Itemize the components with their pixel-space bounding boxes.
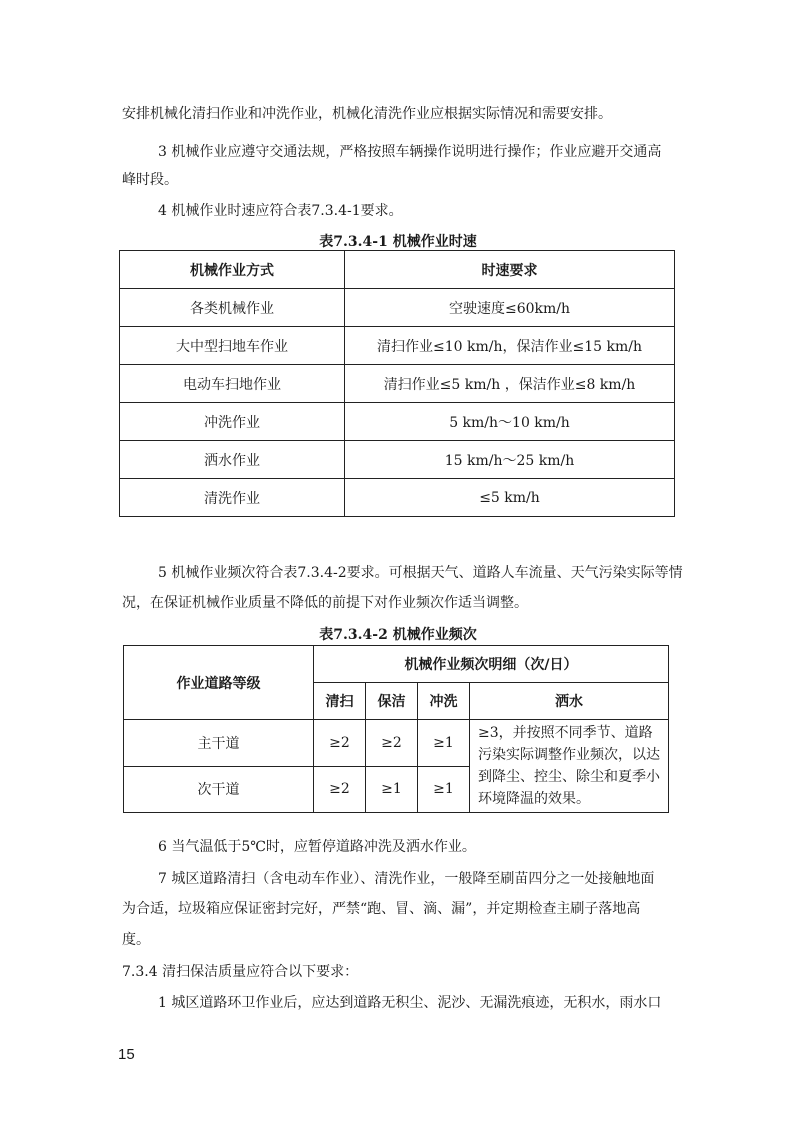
cell-sweep: ≥2 bbox=[314, 720, 366, 767]
cell-speed: 清扫作业≤10 km/h，保洁作业≤15 km/h bbox=[345, 327, 675, 365]
paragraph-4: 4 机械作业时速应符合表7.3.4-1要求。 bbox=[158, 203, 403, 219]
table-header-row bbox=[120, 251, 675, 289]
paragraph-3-line-1: 3 机械作业应遵守交通法规，严格按照车辆操作说明进行操作；作业应避开交通高 bbox=[158, 144, 662, 160]
table-row bbox=[120, 365, 675, 403]
subheader-sprinkle: 洒水 bbox=[470, 683, 669, 720]
paragraph-5-line-2: 况，在保证机械作业质量不降低的前提下对作业频次作适当调整。 bbox=[122, 595, 528, 611]
table-row bbox=[120, 441, 675, 479]
header-frequency-group: 机械作业频次明细（次/日） bbox=[314, 646, 669, 683]
cell-mode: 各类机械作业 bbox=[120, 289, 345, 327]
table-row bbox=[120, 479, 675, 517]
page-number: 15 bbox=[118, 1046, 135, 1063]
table-header-row bbox=[124, 646, 669, 683]
speed-table bbox=[119, 250, 675, 517]
cell-clean: ≥1 bbox=[366, 766, 418, 813]
subheader-flush: 冲洗 bbox=[418, 683, 470, 720]
header-mode: 机械作业方式 bbox=[120, 251, 345, 289]
cell-mode: 电动车扫地作业 bbox=[120, 365, 345, 403]
table-row bbox=[120, 403, 675, 441]
frequency-table bbox=[123, 645, 669, 813]
paragraph-3-line-2: 峰时段。 bbox=[122, 172, 178, 188]
subheader-clean: 保洁 bbox=[366, 683, 418, 720]
cell-sprinkle-note: ≥3，并按照不同季节、道路污染实际调整作业频次，以达到降尘、控尘、除尘和夏季小环境降温的效果。 bbox=[470, 720, 669, 813]
cell-road: 主干道 bbox=[124, 720, 314, 767]
cell-mode: 清洗作业 bbox=[120, 479, 345, 517]
paragraph-7-line-3: 度。 bbox=[122, 932, 150, 948]
cell-mode: 洒水作业 bbox=[120, 441, 345, 479]
cell-speed: 5 km/h～10 km/h bbox=[345, 403, 675, 441]
header-speed: 时速要求 bbox=[345, 251, 675, 289]
table-1-caption: 表7.3.4-1 机械作业时速 bbox=[319, 234, 477, 250]
cell-clean: ≥2 bbox=[366, 720, 418, 767]
table-row bbox=[120, 289, 675, 327]
cell-speed: ≤5 km/h bbox=[345, 479, 675, 517]
header-road-grade: 作业道路等级 bbox=[124, 646, 314, 720]
cell-road: 次干道 bbox=[124, 766, 314, 813]
cell-flush: ≥1 bbox=[418, 766, 470, 813]
cell-sweep: ≥2 bbox=[314, 766, 366, 813]
table-row bbox=[120, 327, 675, 365]
cell-speed: 空驶速度≤60km/h bbox=[345, 289, 675, 327]
paragraph-8-line-1: 1 城区道路环卫作业后，应达到道路无积尘、泥沙、无漏洗痕迹，无积水，雨水口 bbox=[158, 995, 662, 1011]
section-7-3-4: 7.3.4 清扫保洁质量应符合以下要求： bbox=[122, 964, 359, 980]
paragraph-6: 6 当气温低于5℃时，应暂停道路冲洗及洒水作业。 bbox=[158, 839, 476, 855]
cell-flush: ≥1 bbox=[418, 720, 470, 767]
cell-mode: 冲洗作业 bbox=[120, 403, 345, 441]
cell-mode: 大中型扫地车作业 bbox=[120, 327, 345, 365]
subheader-sweep: 清扫 bbox=[314, 683, 366, 720]
paragraph-continuation: 安排机械化清扫作业和冲洗作业，机械化清洗作业应根据实际情况和需要安排。 bbox=[122, 106, 612, 122]
cell-speed: 清扫作业≤5 km/h ，保洁作业≤8 km/h bbox=[345, 365, 675, 403]
cell-speed: 15 km/h～25 km/h bbox=[345, 441, 675, 479]
paragraph-7-line-2: 为合适，垃圾箱应保证密封完好，严禁“跑、冒、滴、漏”，并定期检查主刷子落地高 bbox=[122, 901, 641, 917]
paragraph-5-line-1: 5 机械作业频次符合表7.3.4-2要求。可根据天气、道路人车流量、天气污染实际等情 bbox=[158, 565, 683, 581]
table-row bbox=[124, 720, 669, 767]
paragraph-7-line-1: 7 城区道路清扫（含电动车作业）、清洗作业，一般降至刷苗四分之一处接触地面 bbox=[158, 871, 655, 887]
table-2-caption: 表7.3.4-2 机械作业频次 bbox=[319, 627, 477, 643]
